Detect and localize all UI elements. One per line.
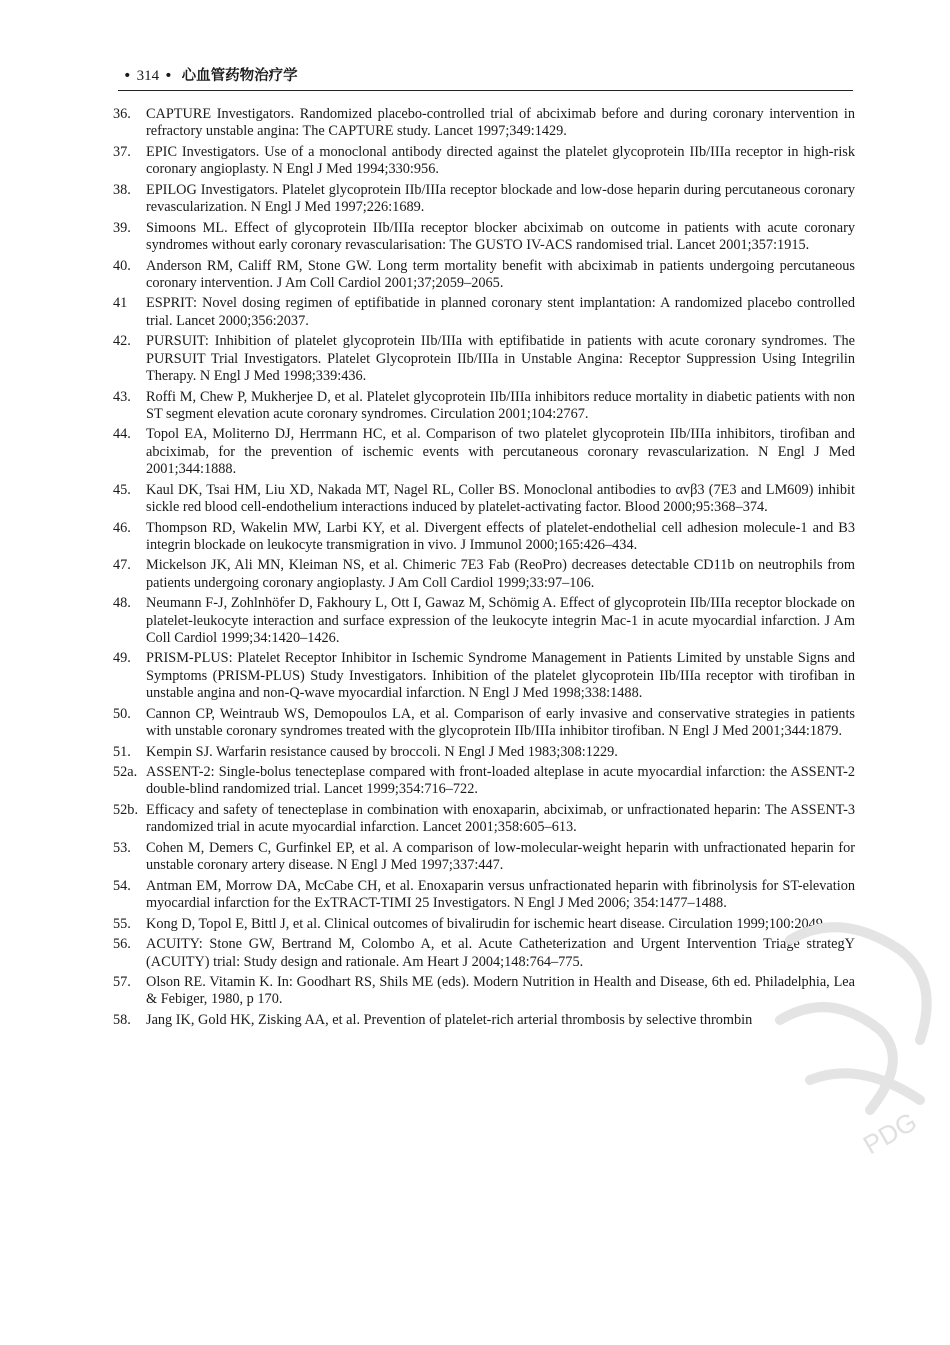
reference-text: Mickelson JK, Ali MN, Kleiman NS, et al. Chimeric 7E3 Fab (ReoPro) decreases detectable CD11b on neutrophils from patients undergoing coronary angioplasty. J Am Coll Cardiol 1999;33:97–106. [146,557,855,591]
reference-item [113,220,855,255]
reference-item [113,557,855,592]
reference-text: PRISM-PLUS: Platelet Receptor Inhibitor in Ischemic Syndrome Management in Patients Limited by unstable Signs and Symptoms (PRISM-PLUS) Study Investigators. Inhibition of the platelet glycoprotein IIb/IIIa receptor with tirofiban in unstable angina and non-Q-wave myocardial infarction. N Engl J Med 1998;338:1488. [146,650,855,702]
reference-text: Thompson RD, Wakelin MW, Larbi KY, et al. Divergent effects of platelet-endothelial cell adhesion molecule-1 and B3 integrin blockade on leukocyte transmigration in vivo. J Immunol 2000;165:426–434. [146,519,855,553]
reference-item [113,144,855,179]
reference-number: 38. [113,181,131,198]
reference-number: 55. [113,915,131,932]
reference-text: ACUITY: Stone GW, Bertrand M, Colombo A, et al. Acute Catheterization and Urgent Intervention Triage strategY (ACUITY) trial: Study design and rationale. Am Heart J 2004;148:764–775. [146,936,855,970]
reference-item [113,295,855,330]
reference-number: 42. [113,333,131,350]
reference-number: 50. [113,705,131,722]
reference-text: Anderson RM, Califf RM, Stone GW. Long term mortality benefit with abciximab in patients undergoing percutaneous coronary intervention. J Am Coll Cardiol 2001;37;2059–2065. [146,257,855,291]
header-bullet-left: • [123,68,132,84]
reference-item [113,258,855,293]
reference-text: Kempin SJ. Warfarin resistance caused by broccoli. N Engl J Med 1983;308:1229. [146,743,618,760]
reference-item [113,916,855,933]
reference-item [113,706,855,741]
reference-text: PURSUIT: Inhibition of platelet glycoprotein IIb/IIIa with eptifibatide in patients with acute coronary syndromes. The PURSUIT Trial Investigators. Platelet Glycoprotein IIb/IIIa in Unstable Angina: Receptor Suppression Using Integrilin Therapy. N Engl J Med 1998;339:436. [146,333,855,384]
reference-text: Kaul DK, Tsai HM, Liu XD, Nakada MT, Nagel RL, Coller BS. Monoclonal antibodies to αvβ3 (7E3 and LM609) inhibit sickle red blood cell-endothelium interactions induced by platelet-activating factor. Blood 2000;95:368–374. [146,481,855,515]
reference-text: EPILOG Investigators. Platelet glycoprotein IIb/IIIa receptor blockade and low-dose heparin during percutaneous coronary revascularization. N Engl J Med 1997;226:1689. [146,181,855,216]
reference-text: CAPTURE Investigators. Randomized placebo-controlled trial of abciximab before and during coronary intervention in refractory unstable angina: The CAPTURE study. Lancet 1997;349:1429. [146,106,855,140]
page-number: 314 [136,68,160,84]
reference-text: ESPRIT: Novel dosing regimen of eptifibatide in planned coronary stent implantation: A randomized placebo controlled trial. Lancet 2000;356:2037. [146,295,855,329]
reference-text: Antman EM, Morrow DA, McCabe CH, et al. Enoxaparin versus unfractionated heparin with fibrinolysis for ST-elevation myocardial infarction for the ExTRACT-TIMI 25 Investigators. N Engl J Med 2006; 354:1477–1488. [146,877,855,912]
reference-number: 58. [113,1012,131,1029]
reference-number: 56. [113,936,131,953]
reference-item [113,106,855,141]
reference-text: Cohen M, Demers C, Gurfinkel EP, et al. A comparison of low-molecular-weight heparin with unfractionated heparin for unstable coronary artery disease. N Engl J Med 1997;337:447. [146,839,855,874]
header-bullet-right: • [164,68,173,84]
reference-number: 40. [113,257,131,274]
reference-number: 51. [113,743,131,760]
reference-text: Topol EA, Moliterno DJ, Herrmann HC, et al. Comparison of two platelet glycoprotein IIb/IIIa inhibitors, tirofiban and abciximab, for the prevention of ischemic events with percutaneous coronary revascularization. N Engl J Med 2001;344:1888. [146,426,855,478]
reference-number: 52b. [113,802,139,819]
reference-item [113,650,855,702]
reference-number: 54. [113,877,131,894]
reference-item [113,1012,855,1029]
reference-item [113,595,855,647]
reference-text: Cannon CP, Weintraub WS, Demopoulos LA, et al. Comparison of early invasive and conservative strategies in patients with unstable coronary syndromes treated with the glycoprotein IIb/IIIa inhibitor tirofiban. N Engl J Med 2001;344:1879. [146,705,855,739]
reference-number: 48. [113,595,131,612]
reference-text: ASSENT-2: Single-bolus tenecteplase compared with front-loaded alteplase in acute myocardial infarction: the ASSENT-2 double-blind randomized trial. Lancet 1999;354:716–722. [146,764,855,798]
reference-number: 41 [113,295,128,312]
reference-text: Efficacy and safety of tenecteplase in combination with enoxaparin, abciximab, or unfractionated heparin: The ASSENT-3 randomized trial in acute myocardial infarction. Lancet 2001;358:605–613. [146,802,855,836]
reference-number: 36. [113,106,131,122]
reference-number: 37. [113,143,131,160]
reference-text: Simoons ML. Effect of glycoprotein IIb/IIIa receptor blocker abciximab on outcome in patients with acute coronary syndromes without early coronary revascularisation: The GUSTO IV-ACS randomised trial. Lancet 2001;357:1915. [146,219,855,253]
reference-text: Olson RE. Vitamin K. In: Goodhart RS, Shils ME (eds). Modern Nutrition in Health and Disease, 6th ed. Philadelphia, Lea & Febiger, 1980, p 170. [146,974,855,1008]
reference-item [113,389,855,424]
reference-number: 39. [113,219,131,236]
reference-number: 46. [113,519,131,536]
reference-item [113,974,855,1009]
reference-item [113,482,855,517]
page-header [118,66,853,91]
reference-item [113,936,855,971]
reference-item [113,182,855,217]
reference-text: Roffi M, Chew P, Mukherjee D, et al. Platelet glycoprotein IIb/IIIa inhibitors reduce mortality in diabetic patients with non ST segment elevation acute coronary syndromes. Circulation 2001;104:2767. [146,388,855,422]
reference-number: 49. [113,650,131,667]
reference-item [113,520,855,555]
watermark-stroke-3 [810,1073,920,1100]
reference-number: 52a. [113,764,138,781]
reference-text: Jang IK, Gold HK, Zisking AA, et al. Prevention of platelet-rich arterial thrombosis by selective thrombin [146,1012,753,1029]
reference-number: 45. [113,481,131,498]
reference-number: 57. [113,974,131,991]
book-title: 心血管药物治疗学 [181,68,298,84]
reference-item [113,333,855,385]
reference-item [113,764,855,799]
reference-item [113,840,855,875]
reference-text: Neumann F-J, Zohlnhöfer D, Fakhoury L, Ott I, Gawaz M, Schömig A. Effect of glycoprotein IIb/IIIa receptor blockade on platelet-leukocyte interaction and surface expression of the leukocyte integrin Mac-1 in acute myocardial infarction. J Am Coll Cardiol 1999;34:1420–1426. [146,595,855,646]
reference-number: 43. [113,388,131,405]
reference-number: 44. [113,426,131,443]
reference-item [113,802,855,837]
reference-number: 47. [113,557,131,574]
watermark-text: PDG [858,1106,922,1161]
reference-item [113,878,855,913]
reference-item [113,744,855,761]
reference-text: EPIC Investigators. Use of a monoclonal antibody directed against the platelet glycoprotein IIb/IIIa receptor in high-risk coronary angioplasty. N Engl J Med 1994;330:956. [146,143,855,178]
reference-number: 53. [113,839,131,856]
reference-item [113,426,855,478]
reference-list [113,106,855,1033]
reference-text: Kong D, Topol E, Bittl J, et al. Clinical outcomes of bivalirudin for ischemic heart disease. Circulation 1999;100:2049. [146,915,827,932]
